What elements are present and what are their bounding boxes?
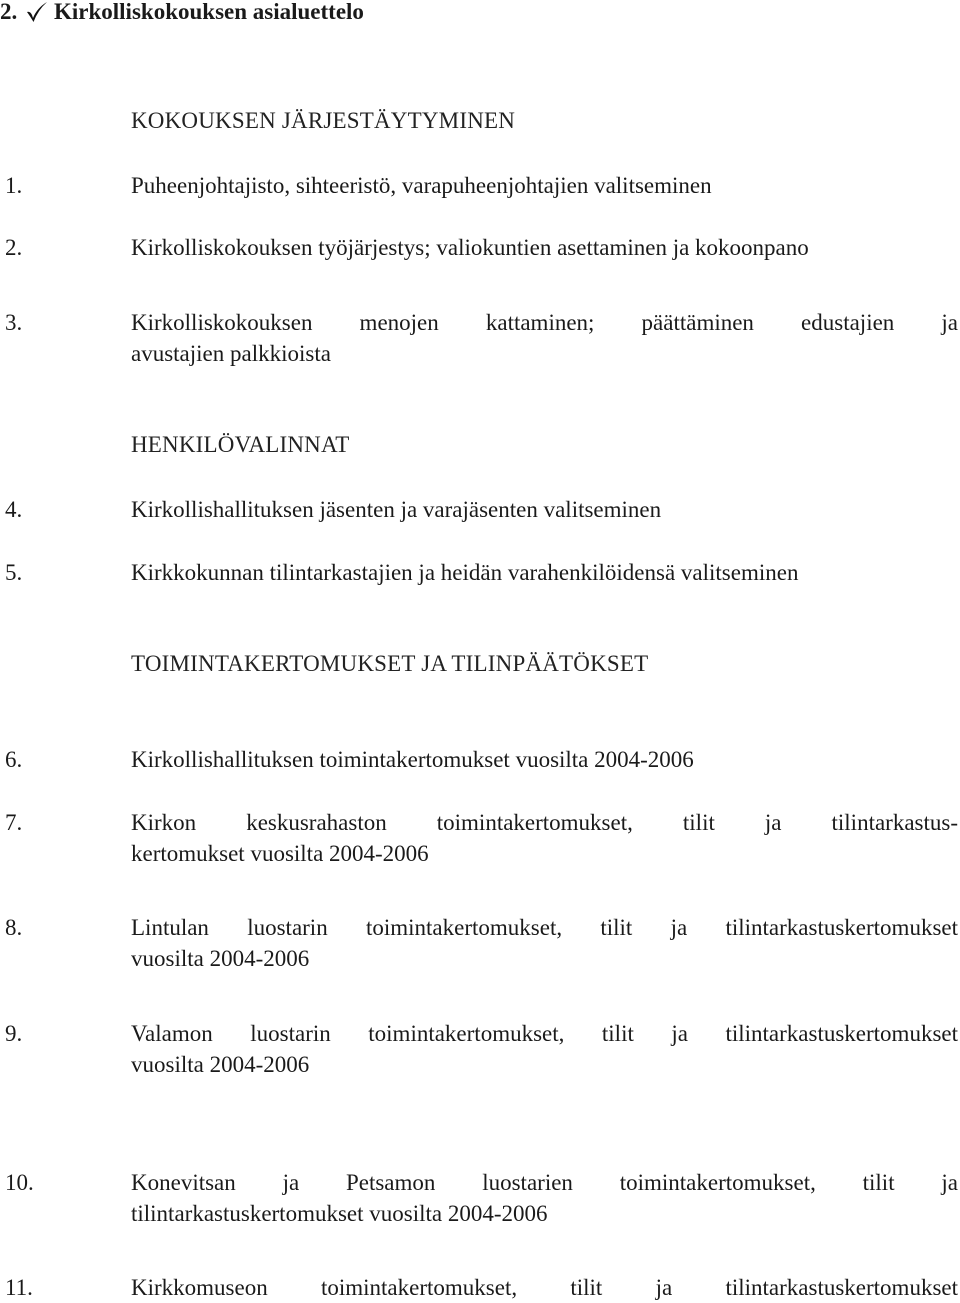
item-number: 8. [5,915,23,940]
item-text-line: Kirkon keskusrahaston toimintakertomukset, tilit ja tilintarkastus- [131,810,958,835]
checkmark-icon [24,0,54,24]
item-number: 11. [5,1275,33,1300]
item-number: 10. [5,1170,34,1195]
item-number: 2. [5,235,23,260]
item-text: Kirkolliskokouksen työjärjestys; valiokuntien asettaminen ja kokoonpano [131,235,809,260]
section-heading-elections: HENKILÖVALINNAT [131,432,350,457]
item-text-line: avustajien palkkioista [131,341,331,366]
agenda-heading [0,0,364,24]
item-number: 5. [5,560,23,585]
item-text-line: kertomukset vuosilta 2004-2006 [131,841,429,866]
item-text-line: Konevitsan ja Petsamon luostarien toimintakertomukset, tilit ja [131,1170,958,1195]
section-heading-organizing: KOKOUKSEN JÄRJESTÄYTYMINEN [131,108,516,133]
item-number: 7. [5,810,23,835]
item-text-line: vuosilta 2004-2006 [131,1052,310,1077]
item-text: Kirkollishallituksen toimintakertomukset vuosilta 2004-2006 [131,747,694,772]
item-number: 9. [5,1021,23,1046]
item-text-line: tilintarkastuskertomukset vuosilta 2004-2006 [131,1201,548,1226]
item-text: Kirkollishallituksen jäsenten ja varajäsenten valitseminen [131,497,662,522]
item-number: 6. [5,747,23,772]
item-text: Puheenjohtajisto, sihteeristö, varapuheenjohtajien valitseminen [131,173,712,198]
item-text-line: Valamon luostarin toimintakertomukset, tilit ja tilintarkastuskertomukset [131,1021,958,1046]
section-heading-reports: TOIMINTAKERTOMUKSET JA TILINPÄÄTÖKSET [131,651,649,676]
item-text-line: Kirkolliskokouksen menojen kattaminen; päättäminen edustajien ja [131,310,958,335]
heading-title: Kirkolliskokouksen asialuettelo [54,0,364,24]
item-text-line: Kirkkomuseon toimintakertomukset, tilit ja tilintarkastuskertomukset [131,1275,958,1300]
item-text: Kirkkokunnan tilintarkastajien ja heidän varahenkilöidensä valitseminen [131,560,799,585]
item-number: 1. [5,173,23,198]
heading-number: 2. [0,0,18,24]
item-text-line: vuosilta 2004-2006 [131,946,310,971]
item-text-line: Lintulan luostarin toimintakertomukset, tilit ja tilintarkastuskertomukset [131,915,958,940]
item-number: 3. [5,310,23,335]
item-number: 4. [5,497,23,522]
